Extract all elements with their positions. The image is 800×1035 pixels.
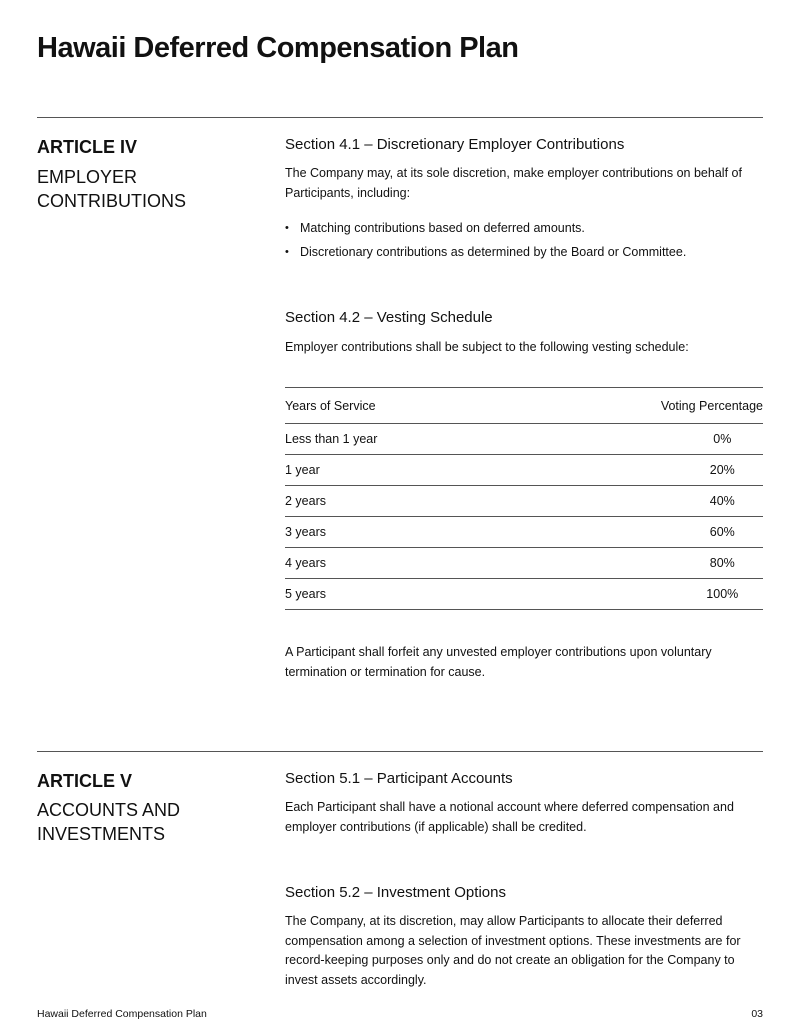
percentage-cell: 0% [392,424,763,455]
percentage-cell: 20% [392,455,763,486]
years-cell: Less than 1 year [285,424,392,455]
years-cell: 4 years [285,548,392,579]
table-row [285,548,763,579]
vesting-schedule-table [285,387,763,610]
years-cell: 1 year [285,455,392,486]
document-title: Hawaii Deferred Compensation Plan [37,32,519,64]
article-iv-number: ARTICLE IV [37,137,138,157]
percentage-cell: 60% [392,517,763,548]
article-v-divider [37,751,763,752]
column-header-percentage: Voting Percentage [392,388,763,424]
table-row [285,424,763,455]
table-header-row [285,388,763,424]
section-5-1-heading: Section 5.1 – Participant Accounts [285,770,513,787]
table-row [285,486,763,517]
years-cell: 5 years [285,579,392,610]
section-4-2-forfeiture-note: A Participant shall forfeit any unvested employer contributions upon voluntary termination or termination for cause. [285,645,712,679]
percentage-cell: 40% [392,486,763,517]
list-item [285,243,763,263]
section-5-2-body: The Company, at its discretion, may allow Participants to allocate their deferred compensation among a selection of investment options. These investments are for record-keeping purposes only and do not create an obligation for the Company to invest assets accordingly. [285,914,741,987]
list-item [285,219,763,239]
column-header-years: Years of Service [285,388,392,424]
table-row [285,517,763,548]
bullet-icon: • [285,246,289,258]
years-cell: 2 years [285,486,392,517]
section-4-2-heading: Section 4.2 – Vesting Schedule [285,309,493,326]
section-4-2-intro: Employer contributions shall be subject to the following vesting schedule: [285,340,689,354]
years-cell: 3 years [285,517,392,548]
footer-document-title: Hawaii Deferred Compensation Plan [37,1008,207,1020]
table-row [285,579,763,610]
article-iv-title: EMPLOYER CONTRIBUTIONS [37,167,187,211]
article-v-number: ARTICLE V [37,771,133,791]
bullet-text: Discretionary contributions as determined by the Board or Committee. [300,245,687,259]
percentage-cell: 100% [392,579,763,610]
bullet-icon: • [285,222,289,234]
percentage-cell: 80% [392,548,763,579]
section-5-2-heading: Section 5.2 – Investment Options [285,884,506,901]
section-5-1-body: Each Participant shall have a notional account where deferred compensation and employer contributions (if applicable) shall be credited. [285,800,734,834]
bullet-text: Matching contributions based on deferred amounts. [300,221,585,235]
section-4-1-heading: Section 4.1 – Discretionary Employer Contributions [285,136,625,153]
article-iv-divider [37,117,763,118]
article-v-title: ACCOUNTS AND INVESTMENTS [37,800,181,844]
section-4-1-bullet-list [285,219,763,267]
section-4-1-body: The Company may, at its sole discretion, make employer contributions on behalf of Participants, including: [285,166,742,200]
table-row [285,455,763,486]
footer-page-number: 03 [751,1008,763,1020]
